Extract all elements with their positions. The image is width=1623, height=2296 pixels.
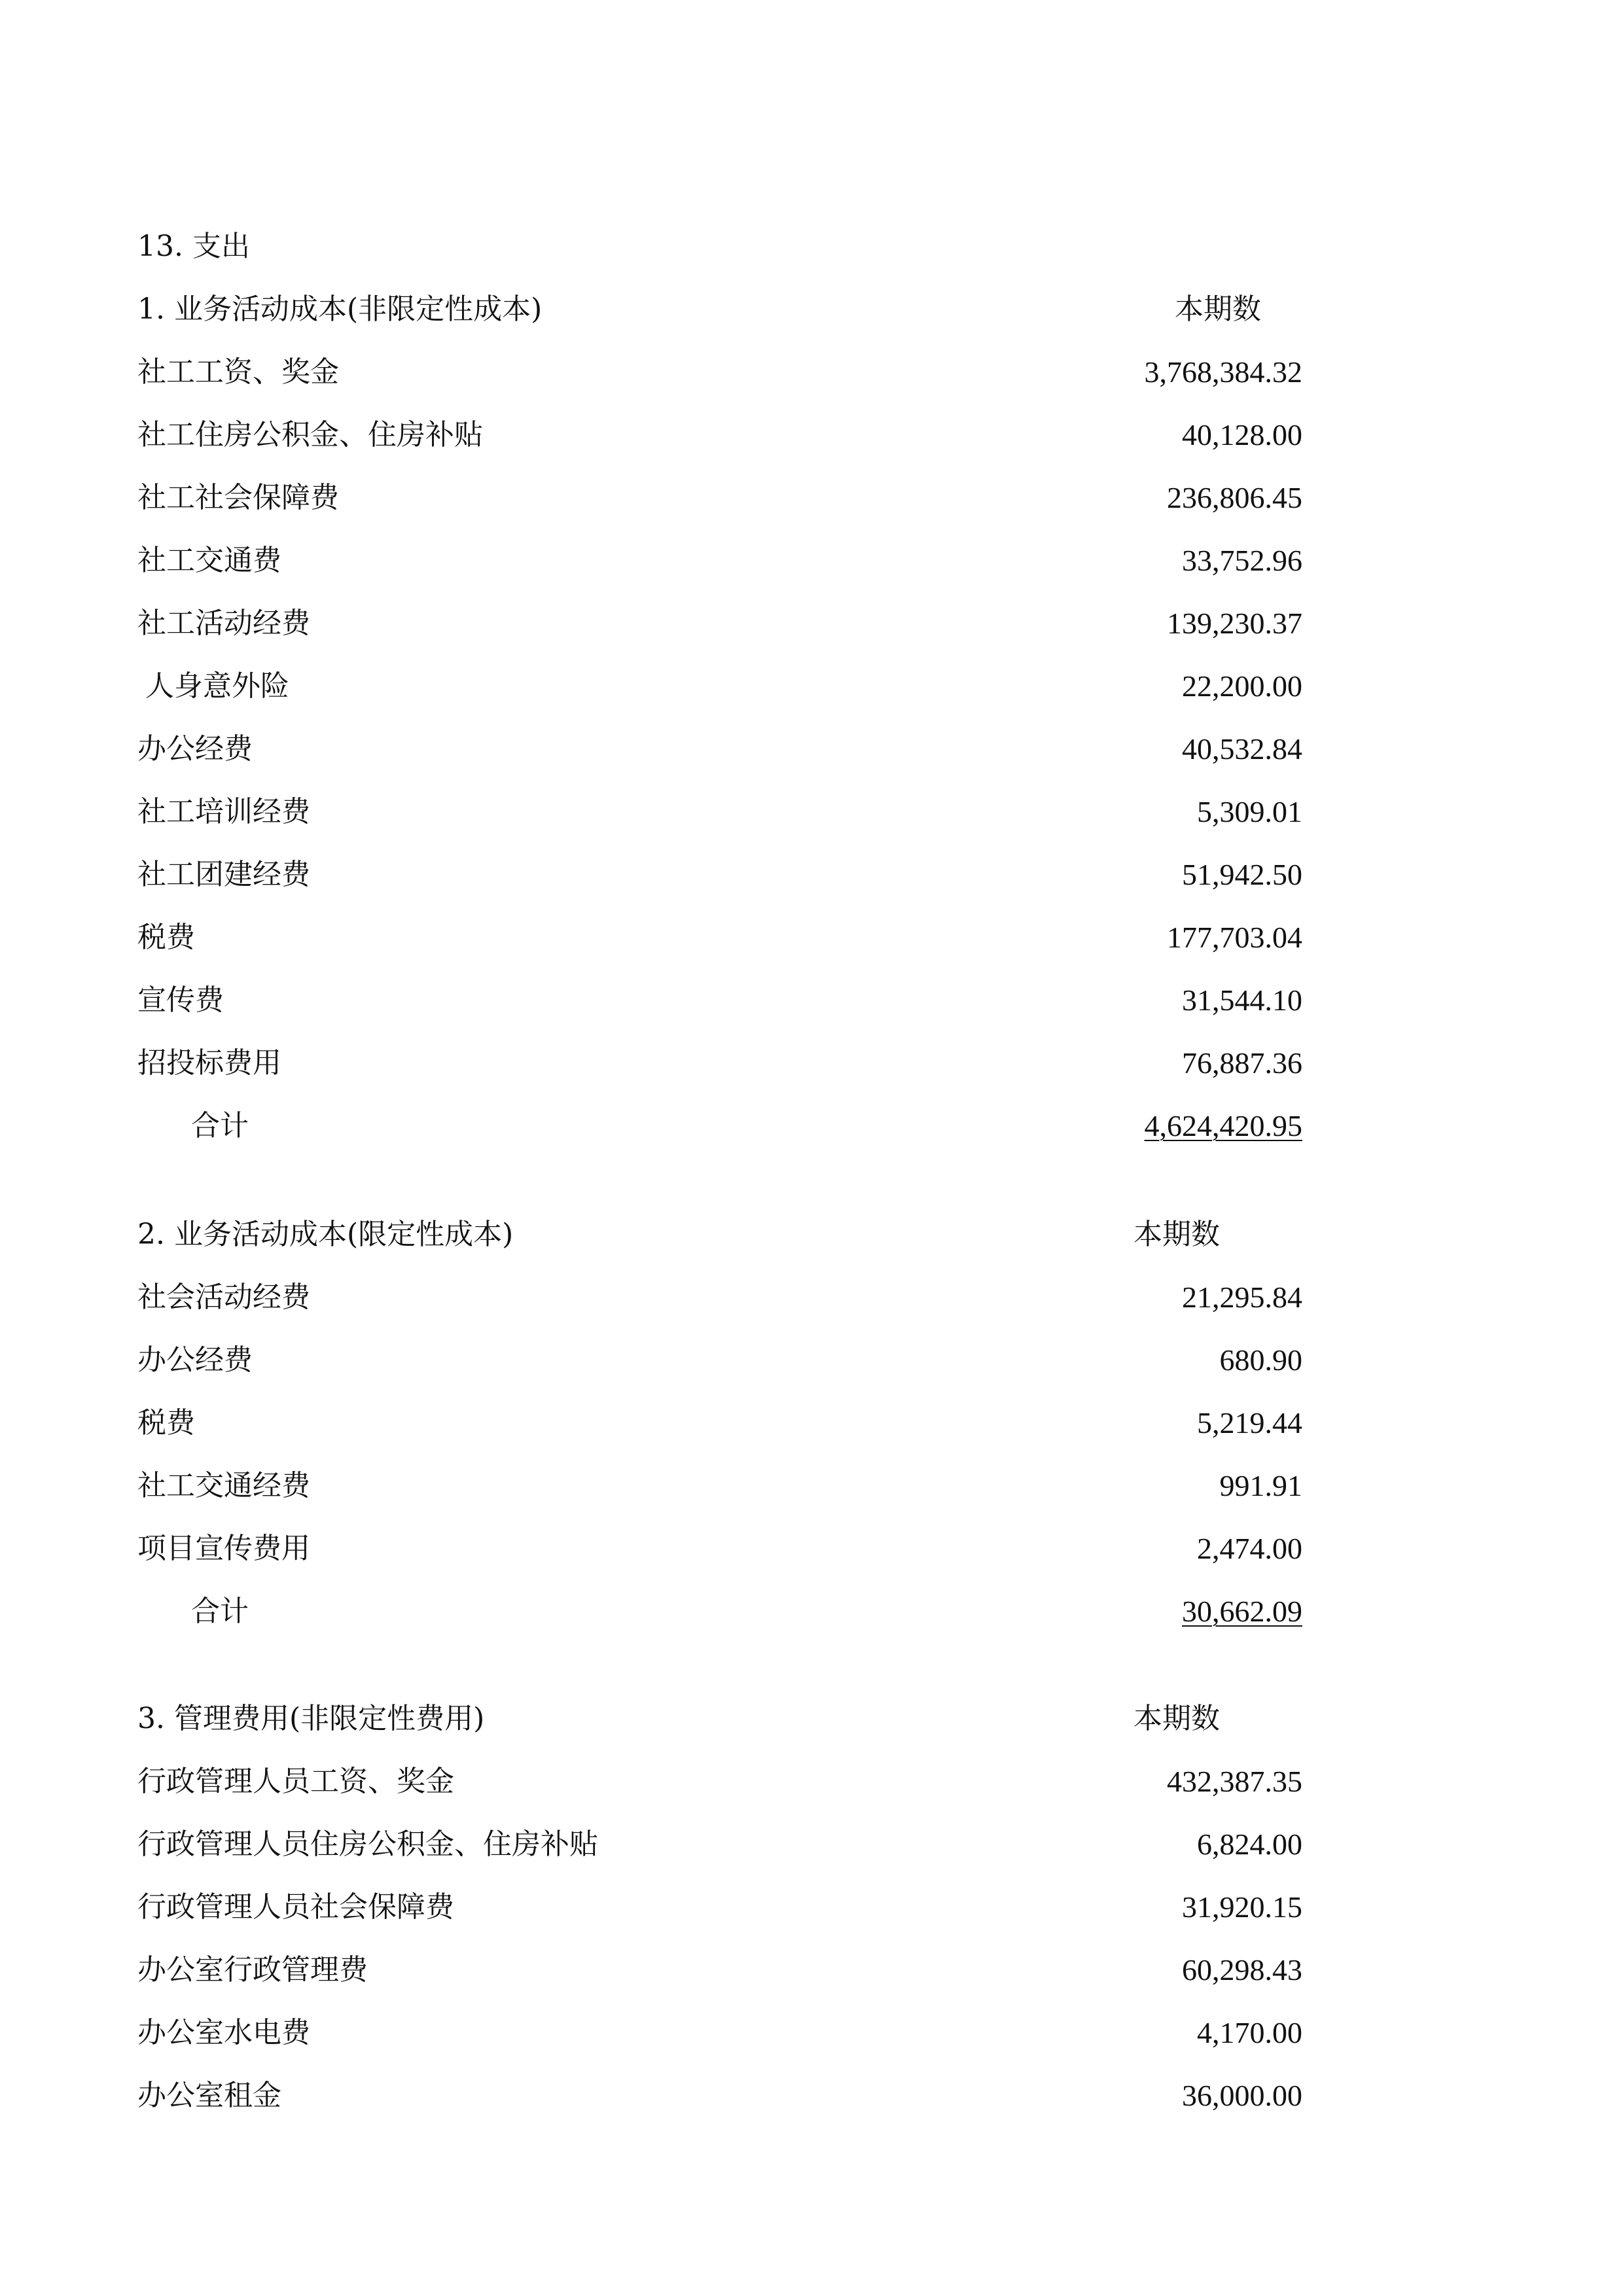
row-value: 177,703.04 — [1167, 921, 1302, 954]
row-label: 社工交通费 — [137, 544, 281, 577]
row-value: 139,230.37 — [1167, 607, 1302, 640]
table-row — [137, 915, 1302, 961]
table-row — [137, 978, 1302, 1023]
row-label: 社会活动经费 — [137, 1280, 310, 1314]
table-row — [137, 1337, 1302, 1383]
row-value: 22,200.00 — [1182, 669, 1302, 703]
row-label: 行政管理人员工资、奖金 — [137, 1765, 454, 1798]
row-label: 行政管理人员社会保障费 — [137, 1890, 454, 1924]
row-value: 236,806.45 — [1167, 481, 1302, 514]
table-row — [137, 852, 1302, 898]
row-value: 5,219.44 — [1197, 1406, 1302, 1439]
table-row — [137, 1759, 1302, 1805]
row-value: 76,887.36 — [1182, 1046, 1302, 1080]
section-3-column-header: 本期数 — [1133, 1702, 1220, 1735]
total-value: 4,624,420.95 — [1144, 1109, 1302, 1142]
table-row — [137, 2010, 1302, 2056]
row-label: 人身意外险 — [145, 669, 289, 703]
table-row — [137, 1275, 1302, 1320]
section-3-heading: 3. 管理费用(非限定性费用) — [137, 1702, 485, 1735]
row-label: 办公经费 — [137, 1343, 253, 1377]
table-row — [137, 475, 1302, 521]
row-value: 2,474.00 — [1197, 1532, 1302, 1565]
row-label: 社工社会保障费 — [137, 481, 339, 514]
row-value: 991.91 — [1219, 1469, 1302, 1502]
row-value: 5,309.01 — [1197, 795, 1302, 828]
row-value: 21,295.84 — [1182, 1280, 1302, 1314]
row-value: 60,298.43 — [1182, 1953, 1302, 1987]
row-value: 51,942.50 — [1182, 858, 1302, 891]
table-row — [137, 412, 1302, 458]
table-row — [137, 538, 1302, 584]
table-row — [137, 601, 1302, 646]
section-1-heading: 1. 业务活动成本(非限定性成本) — [137, 292, 543, 326]
total-label: 合计 — [191, 1595, 249, 1628]
table-row — [137, 789, 1302, 835]
table-row — [137, 1884, 1302, 1930]
row-label: 社工工资、奖金 — [137, 355, 339, 389]
row-value: 4,170.00 — [1197, 2016, 1302, 2049]
row-label: 社工活动经费 — [137, 607, 310, 640]
row-value: 680.90 — [1219, 1343, 1302, 1377]
row-label: 办公室行政管理费 — [137, 1953, 368, 1987]
row-label: 社工团建经费 — [137, 858, 310, 891]
total-label: 合计 — [191, 1109, 249, 1142]
table-row — [137, 349, 1302, 395]
total-row — [137, 1589, 1302, 1634]
table-row — [137, 1463, 1302, 1509]
row-value: 31,920.15 — [1182, 1890, 1302, 1924]
section-2-column-header: 本期数 — [1133, 1218, 1220, 1251]
section-title: 13. 支出 — [137, 230, 250, 263]
row-label: 税费 — [137, 1406, 195, 1439]
row-label: 税费 — [137, 921, 195, 954]
row-value: 40,128.00 — [1182, 418, 1302, 451]
total-row — [137, 1103, 1302, 1149]
table-row — [137, 1822, 1302, 1867]
section-1-heading-row — [137, 287, 1302, 332]
row-label: 办公室水电费 — [137, 2016, 310, 2049]
row-value: 6,824.00 — [1197, 1828, 1302, 1861]
row-label: 社工交通经费 — [137, 1469, 310, 1502]
row-label: 行政管理人员住房公积金、住房补贴 — [137, 1828, 598, 1861]
row-label: 宣传费 — [137, 983, 224, 1017]
section-2-heading-row — [137, 1212, 1302, 1258]
row-value: 31,544.10 — [1182, 983, 1302, 1017]
row-label: 社工培训经费 — [137, 795, 310, 828]
row-label: 办公经费 — [137, 732, 253, 766]
table-row — [137, 1040, 1302, 1086]
table-row — [137, 726, 1302, 772]
row-value: 36,000.00 — [1182, 2079, 1302, 2112]
table-row — [137, 1400, 1302, 1446]
section-1-column-header: 本期数 — [1175, 292, 1261, 326]
row-label: 招投标费用 — [137, 1046, 281, 1080]
section-title-row — [137, 224, 1302, 270]
table-row — [137, 2073, 1302, 2119]
row-label: 项目宣传费用 — [137, 1532, 310, 1565]
row-value: 40,532.84 — [1182, 732, 1302, 766]
total-value: 30,662.09 — [1182, 1595, 1302, 1628]
row-value: 3,768,384.32 — [1144, 355, 1302, 389]
row-label: 办公室租金 — [137, 2079, 281, 2112]
table-row — [137, 663, 1302, 709]
row-value: 432,387.35 — [1167, 1765, 1302, 1798]
table-row — [137, 1526, 1302, 1572]
row-label: 社工住房公积金、住房补贴 — [137, 418, 483, 451]
row-value: 33,752.96 — [1182, 544, 1302, 577]
table-row — [137, 1947, 1302, 1993]
section-3-heading-row — [137, 1696, 1302, 1742]
section-2-heading: 2. 业务活动成本(限定性成本) — [137, 1218, 514, 1251]
